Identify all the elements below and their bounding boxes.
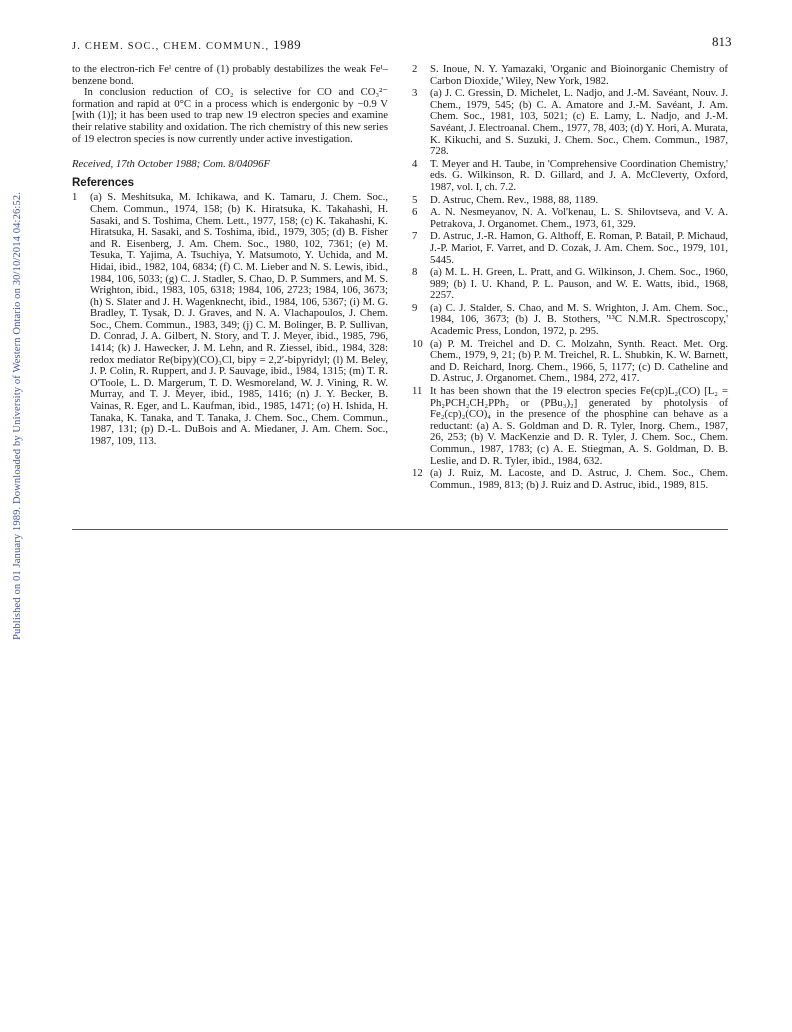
reference-item: [412, 231, 728, 266]
reference-text: A. N. Nesmeyanov, N. A. Vol'kenau, L. S. Shilovtseva, and V. A. Petrakova, J. Organomet. Chem., 1973, 61, 329.: [430, 206, 728, 230]
reference-item: [412, 195, 728, 207]
reference-item: [72, 192, 388, 447]
reference-item: [412, 207, 728, 230]
reference-number: 9: [412, 301, 418, 314]
left-column: [72, 64, 388, 448]
reference-item: [412, 386, 728, 467]
reference-item: [412, 339, 728, 385]
download-notice-text: Published on 01 January 1989. Downloaded by University of Western Ontario on 30/10/2014 04:26:52.: [12, 192, 23, 640]
reference-text: (a) S. Meshitsuka, M. Ichikawa, and K. Tamaru, J. Chem. Soc., Chem. Commun., 1974, 158; (b) K. Hiratsuka, K. Takahashi, H. Sasaki, and S. Toshima, Chem. Lett., 1977, 158; (c) K. Takahashi, K. Hiratsuka, H. Sasaki, and S. Toshima, ibid., 1979, 305; (d) B. Fisher and R. Eisenberg, J. Am. Chem. Soc., 1980, 102, 7361; (e) M. Tesuka, T. Yajima, A. Tsuchiya, Y. Matsumoto, Y. Uchida, and M. Hidai, ibid., 1982, 104, 6834; (f) C. M. Lieber and N. S. Lewis, ibid., 1984, 106, 5033; (g) C. J. Stadler, S. Chao, D. P. Summers, and M. S. Wrighton, ibid., 1983, 105, 6318; 1984, 106, 2723; 1984, 106, 3673; (h) S. Slater and J. H. Wagenknecht, ibid., 1984, 106, 5367; (i) M. G. Bradley, T. Tysak, D. J. Graves, and N. A. Vlachapoulos, J. Chem. Soc., Chem. Commun., 1983, 349; (j) C. M. Bolinger, B. P. Sullivan, D. Conrad, J. A. Gilbert, N. Story, and T. J. Meyer, ibid., 1985, 796, 1414; (k) J. Hawecker, J. M. Lehn, and R. Ziessel, ibid., 1984, 328: redox mediator Re(bipy)(CO)₃Cl, bipy = 2,2′-bipyridyl; (l) M. Beley, J. P. Colin, R. Ruppert, and J. P. Sauvage, ibid., 1984, 1315; (m) T. R. O'Toole, L. D. Margerum, T. D. Wesmoreland, W. J. Vining, R. W. Murray, and T. J. Meyer, ibid., 1985, 1416; (n) J. Y. Becker, B. Vainas, R. Eger, and L. Kaufman, ibid., 1985, 1471; (o) H. Ishida, H. Tanaka, K. Tanaka, and T. Tanaka, J. Chem. Soc., Chem. Commun., 1987, 131; (p) D.-L. DuBois and A. Miedaner, J. Am. Chem. Soc., 1987, 109, 113.: [90, 191, 388, 447]
reference-number: 8: [412, 266, 418, 279]
reference-text: (a) J. C. Gressin, D. Michelet, L. Nadjo, and J.-M. Savéant, Nouv. J. Chem., 1979, 545; (b) C. A. Amatore and J.-M. Savéant, J. Am. Chem. Soc., 1981, 103, 5021; (c) E. Lamy, L. Nadjo, and J.-M. Savéant, J. Electroanal. Chem., 1977, 78, 403; (d) Y. Hori, A. Murata, K. Kikuchi, and S. Suzuki, J. Chem. Soc., Chem. Commun., 1987, 728.: [430, 87, 729, 158]
end-rule: [72, 529, 728, 530]
journal-name: J. CHEM. SOC., CHEM. COMMUN.,: [72, 41, 270, 52]
download-notice: [0, 150, 24, 640]
page-number: 813: [712, 34, 732, 49]
reference-text: (a) J. Ruiz, M. Lacoste, and D. Astruc, J. Chem. Soc., Chem. Commun., 1989, 813; (b) J. Ruiz and D. Astruc, ibid., 1989, 815.: [430, 467, 728, 491]
body-paragraph-2: In conclusion reduction of CO₂ is selective for CO and CO₃²⁻ formation and rapid at 0°C in a process which is endergonic by −0.9 V [with (1)]; it has been used to trap new 19 electron species and examine their relative stability and oxidation. The rich chemistry of this new series of 19 electron species is now currently under active investigation.: [72, 86, 388, 145]
right-column: [412, 64, 728, 492]
reference-item: [412, 159, 728, 194]
reference-number: 5: [412, 193, 418, 206]
reference-text: (a) C. J. Stalder, S. Chao, and M. S. Wrighton, J. Am. Chem. Soc., 1984, 106, 3673; (b) J. B. Stothers, '¹³C N.M.R. Spectroscopy,' Academic Press, London, 1972, p. 295.: [430, 301, 728, 338]
reference-item: [412, 88, 728, 158]
reference-text: (a) M. L. H. Green, L. Pratt, and G. Wilkinson, J. Chem. Soc., 1960, 989; (b) I. U. Khand, P. L. Pauson, and W. E. Watts, ibid., 1968, 2257.: [430, 266, 728, 302]
reference-number: 4: [412, 157, 418, 170]
reference-text: (a) P. M. Treichel and D. C. Molzahn, Synth. React. Met. Org. Chem., 1979, 9, 21; (b) P. M. Treichel, R. L. Shubkin, K. W. Barnett, and D. Reichard, Inorg. Chem., 1966, 5, 1177; (c) D. Catheline and D. Astruc, J. Organomet. Chem., 1984, 272, 417.: [430, 337, 728, 385]
reference-item: [412, 303, 728, 338]
reference-text: D. Astruc, J.-R. Hamon, G. Althoff, E. Roman, P. Batail, P. Michaud, J.-P. Mariot, F. Varret, and D. Cozak, J. Am. Chem. Soc., 1979, 101, 5445.: [430, 230, 728, 266]
reference-text: It has been shown that the 19 electron species Fe(cp)L₂(CO) [L₂ = Ph₂PCH₂CH₂PPh₂ or (PBu₃)₂] generated by photolysis of Fe₂(cp)₂(CO)₄ in the presence of the phosphine can behave as a reductant: (a) A. S. Goldman and D. R. Tyler, Inorg. Chem., 1987, 26, 253; (b) V. MacKenzie and D. R. Tyler, J. Chem. Soc., Chem. Commun., 1987, 1783; (c) A. E. Stiegman, A. S. Goldman, D. B. Leslie, and D. R. Tyler, ibid., 1984, 632.: [430, 385, 728, 467]
reference-number: 1: [72, 191, 78, 204]
reference-number: 6: [412, 206, 418, 219]
reference-text: S. Inoue, N. Y. Yamazaki, 'Organic and Bioinorganic Chemistry of Carbon Dioxide,' Wiley, New York, 1982.: [430, 63, 728, 87]
reference-item: [412, 267, 728, 302]
reference-number: 12: [412, 467, 423, 480]
body-paragraph-1: to the electron-rich Feᴵ centre of (1) probably destabilizes the weak Feᴵ–benzene bond.: [72, 63, 388, 87]
reference-number: 11: [412, 385, 423, 398]
reference-text: D. Astruc, Chem. Rev., 1988, 88, 1189.: [430, 193, 599, 206]
reference-number: 3: [412, 87, 418, 100]
reference-number: 7: [412, 230, 418, 243]
reference-item: [412, 64, 728, 87]
received-line: Received, 17th October 1988; Com. 8/04096F: [72, 158, 270, 171]
reference-text: T. Meyer and H. Taube, in 'Comprehensive Coordination Chemistry,' eds. G. Wilkinson, R. D. Gillard, and J. A. McCleverty, Oxford, 1987, vol. I, ch. 7.2.: [430, 157, 728, 193]
journal-year: 1989: [273, 37, 302, 52]
reference-number: 2: [412, 63, 418, 75]
running-header: [72, 37, 301, 53]
reference-number: 10: [412, 337, 423, 350]
reference-item: [412, 468, 728, 491]
references-heading: References: [72, 176, 135, 189]
